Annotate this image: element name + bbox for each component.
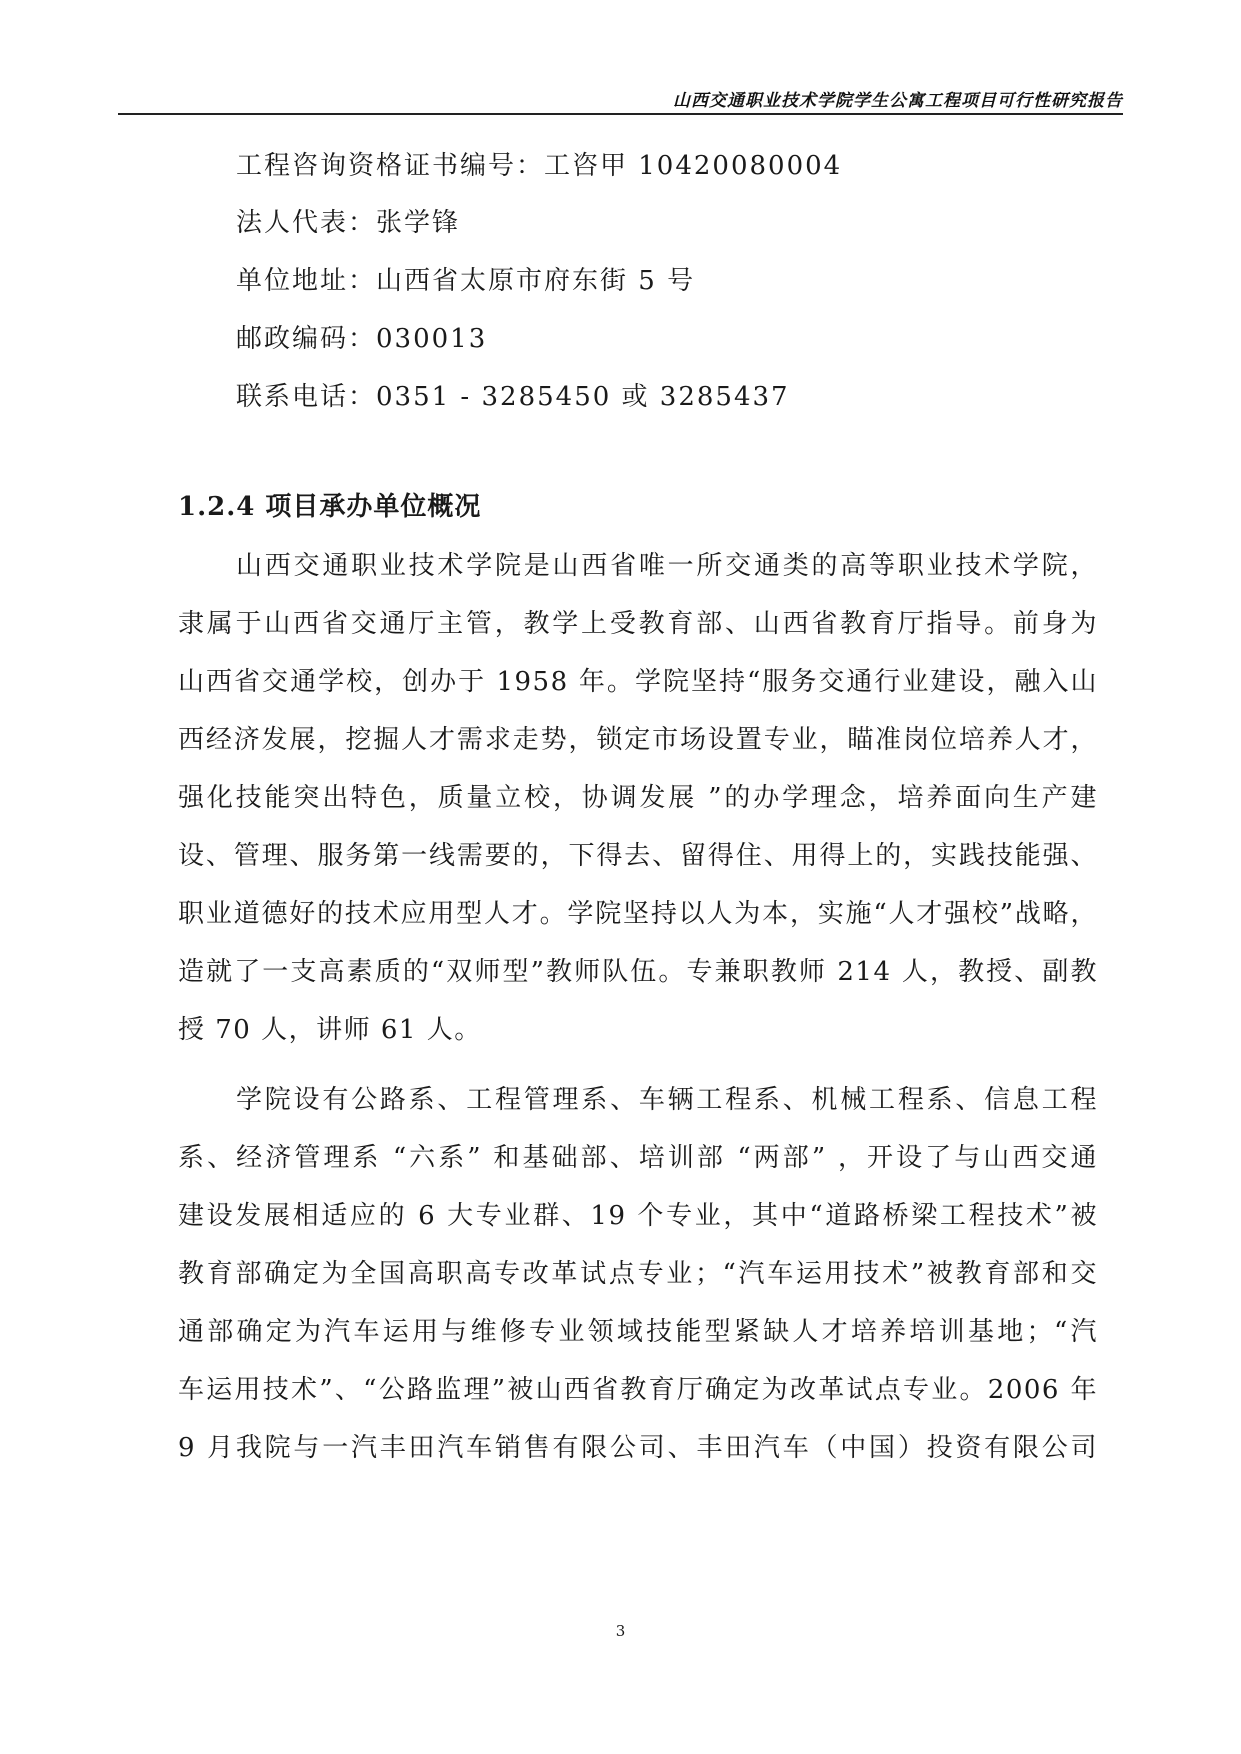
paragraph-line: 职业道德好的技术应用型人才。学院坚持以人为本，实施“人才强校”战略， (178, 899, 1098, 929)
paragraph-line: 强化技能突出特色，质量立校，协调发展 ”的办学理念，培养面向生产建 (178, 783, 1098, 813)
paragraph-line: 授 70 人，讲师 61 人。 (178, 1015, 482, 1045)
paragraph-line: 系、经济管理系 “六系” 和基础部、培训部 “两部” ，开设了与山西交通 (178, 1143, 1098, 1173)
paragraph-line: 山西省交通学校，创办于 1958 年。学院坚持“服务交通行业建设，融入山 (178, 667, 1098, 697)
running-header-title: 山西交通职业技术学院学生公寓工程项目可行性研究报告 (673, 91, 1123, 111)
info-line-certificate: 工程咨询资格证书编号：工咨甲 10420080004 (236, 151, 843, 181)
paragraph-line: 山西交通职业技术学院是山西省唯一所交通类的高等职业技术学院， (236, 551, 1098, 581)
paragraph-line: 建设发展相适应的 6 大专业群、19 个专业，其中“道路桥梁工程技术”被 (178, 1201, 1098, 1231)
paragraph-line: 9 月我院与一汽丰田汽车销售有限公司、丰田汽车（中国）投资有限公司 (178, 1433, 1098, 1463)
paragraph-line: 教育部确定为全国高职高专改革试点专业；“汽车运用技术”被教育部和交 (178, 1259, 1098, 1289)
header-divider (118, 113, 1123, 115)
paragraph-line: 隶属于山西省交通厅主管，教学上受教育部、山西省教育厅指导。前身为 (178, 609, 1098, 639)
paragraph-line: 车运用技术”、“公路监理”被山西省教育厅确定为改革试点专业。2006 年 (178, 1375, 1098, 1405)
info-line-legal-representative: 法人代表：张学锋 (236, 208, 461, 238)
paragraph-line: 造就了一支高素质的“双师型”教师队伍。专兼职教师 214 人，教授、副教 (178, 957, 1098, 987)
info-line-postal-code: 邮政编码：030013 (236, 324, 488, 354)
info-line-phone: 联系电话：0351 - 3285450 或 3285437 (236, 382, 790, 412)
paragraph-line: 设、管理、服务第一线需要的，下得去、留得住、用得上的，实践技能强、 (178, 841, 1098, 871)
paragraph-line: 西经济发展，挖掘人才需求走势，锁定市场设置专业，瞄准岗位培养人才， (178, 725, 1098, 755)
page-number: 3 (615, 1622, 626, 1640)
paragraph-line: 学院设有公路系、工程管理系、车辆工程系、机械工程系、信息工程 (236, 1085, 1098, 1115)
paragraph-line: 通部确定为汽车运用与维修专业领域技能型紧缺人才培养培训基地；“汽 (178, 1317, 1098, 1347)
info-line-address: 单位地址：山西省太原市府东街 5 号 (236, 266, 696, 296)
section-heading: 1.2.4 项目承办单位概况 (178, 492, 482, 522)
